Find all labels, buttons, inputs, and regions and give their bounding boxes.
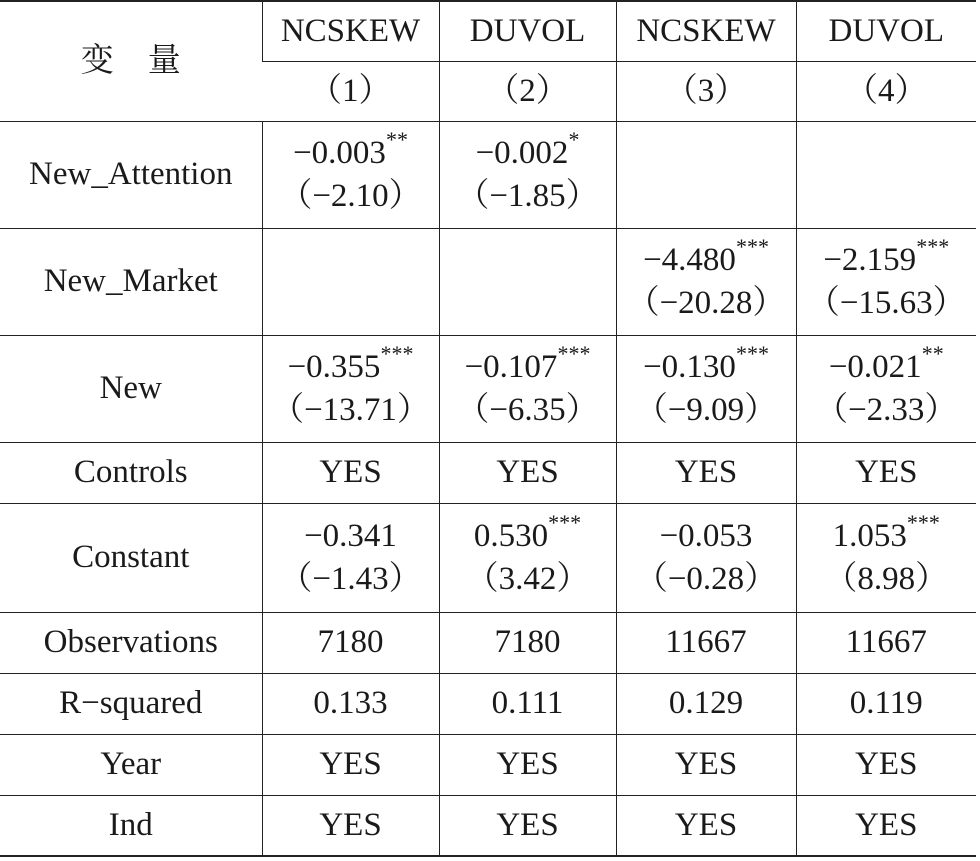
coef-value: −0.107 xyxy=(464,348,558,385)
cell-value: YES xyxy=(796,795,976,856)
row-label: New_Attention xyxy=(0,121,262,228)
row-new-attention xyxy=(0,121,976,228)
row-constant xyxy=(0,503,976,612)
coef-value: −0.021 xyxy=(828,348,922,385)
cell-value: YES xyxy=(616,795,796,856)
significance-stars: *** xyxy=(735,340,769,366)
cell-empty xyxy=(616,121,796,228)
col-number-2: （2） xyxy=(439,61,616,121)
coef-value: 0.530 xyxy=(473,517,549,554)
coef-value: −0.130 xyxy=(643,348,736,385)
cell-value: YES xyxy=(796,442,976,503)
t-statistic: （−0.28） xyxy=(634,560,778,597)
cell-value: YES xyxy=(616,734,796,795)
cell-value: YES xyxy=(796,734,976,795)
row-observations xyxy=(0,612,976,673)
t-statistic: （3.42） xyxy=(465,560,590,597)
significance-stars: * xyxy=(568,126,580,152)
cell-value: YES xyxy=(439,442,616,503)
cell-value: 0.111 xyxy=(439,673,616,734)
cell-coef xyxy=(616,335,796,442)
row-new xyxy=(0,335,976,442)
t-statistic: （8.98） xyxy=(824,560,949,597)
dep-var-header-3: NCSKEW xyxy=(616,1,796,61)
significance-stars: ** xyxy=(385,126,408,152)
row-label: Controls xyxy=(0,442,262,503)
variable-column-header: 变量 xyxy=(0,1,262,121)
cell-coef xyxy=(262,503,439,612)
cell-value: 11667 xyxy=(796,612,976,673)
cell-empty xyxy=(439,228,616,335)
significance-stars: *** xyxy=(906,509,940,535)
t-statistic: （−2.33） xyxy=(815,391,958,428)
row-new-market xyxy=(0,228,976,335)
col-number-1: （1） xyxy=(262,61,439,121)
cell-value: 0.133 xyxy=(262,673,439,734)
cell-coef xyxy=(796,503,976,612)
cell-value: YES xyxy=(439,795,616,856)
row-label: Constant xyxy=(0,503,262,612)
cell-coef xyxy=(796,228,976,335)
significance-stars: ** xyxy=(921,340,944,366)
row-label: Ind xyxy=(0,795,262,856)
coef-value: −0.341 xyxy=(304,517,397,554)
t-statistic: （−20.28） xyxy=(626,284,786,321)
row-label: Year xyxy=(0,734,262,795)
row-label: New_Market xyxy=(0,228,262,335)
significance-stars: *** xyxy=(557,340,591,366)
row-controls xyxy=(0,442,976,503)
cell-coef xyxy=(616,228,796,335)
cell-empty xyxy=(262,228,439,335)
col-number-3: （3） xyxy=(616,61,796,121)
cell-empty xyxy=(796,121,976,228)
cell-value: YES xyxy=(616,442,796,503)
t-statistic: （−6.35） xyxy=(456,391,599,428)
cell-value: YES xyxy=(262,795,439,856)
cell-coef xyxy=(439,121,616,228)
t-statistic: （−1.43） xyxy=(279,560,422,597)
coef-value: 1.053 xyxy=(832,517,907,554)
row-label: New xyxy=(0,335,262,442)
coef-value: −2.159 xyxy=(823,241,917,278)
row-label: Observations xyxy=(0,612,262,673)
col-number-4: （4） xyxy=(796,61,976,121)
row-ind xyxy=(0,795,976,856)
cell-value: 0.119 xyxy=(796,673,976,734)
significance-stars: *** xyxy=(380,340,414,366)
coef-value: −0.002 xyxy=(475,134,569,171)
header-row-dependent-variables xyxy=(0,1,976,61)
cell-coef xyxy=(262,335,439,442)
t-statistic: （−15.63） xyxy=(806,284,966,321)
cell-coef xyxy=(439,335,616,442)
cell-coef xyxy=(439,503,616,612)
t-statistic: （−13.71） xyxy=(271,391,430,428)
significance-stars: *** xyxy=(548,509,582,535)
cell-value: YES xyxy=(262,734,439,795)
cell-value: 7180 xyxy=(262,612,439,673)
row-label: R−squared xyxy=(0,673,262,734)
cell-coef xyxy=(616,503,796,612)
dep-var-header-4: DUVOL xyxy=(796,1,976,61)
row-year xyxy=(0,734,976,795)
row-r-squared xyxy=(0,673,976,734)
cell-coef xyxy=(796,335,976,442)
cell-coef xyxy=(262,121,439,228)
cell-value: YES xyxy=(439,734,616,795)
t-statistic: （−1.85） xyxy=(456,177,599,214)
t-statistic: （−9.09） xyxy=(634,391,778,428)
cell-value: YES xyxy=(262,442,439,503)
cell-value: 7180 xyxy=(439,612,616,673)
coef-value: −4.480 xyxy=(643,241,736,278)
coef-value: −0.003 xyxy=(293,134,386,171)
coef-value: −0.053 xyxy=(659,517,753,554)
significance-stars: *** xyxy=(735,233,769,259)
coef-value: −0.355 xyxy=(287,348,381,385)
cell-value: 11667 xyxy=(616,612,796,673)
t-statistic: （−2.10） xyxy=(279,177,422,214)
cell-value: 0.129 xyxy=(616,673,796,734)
dep-var-header-1: NCSKEW xyxy=(262,1,439,61)
significance-stars: *** xyxy=(916,233,950,259)
dep-var-header-2: DUVOL xyxy=(439,1,616,61)
